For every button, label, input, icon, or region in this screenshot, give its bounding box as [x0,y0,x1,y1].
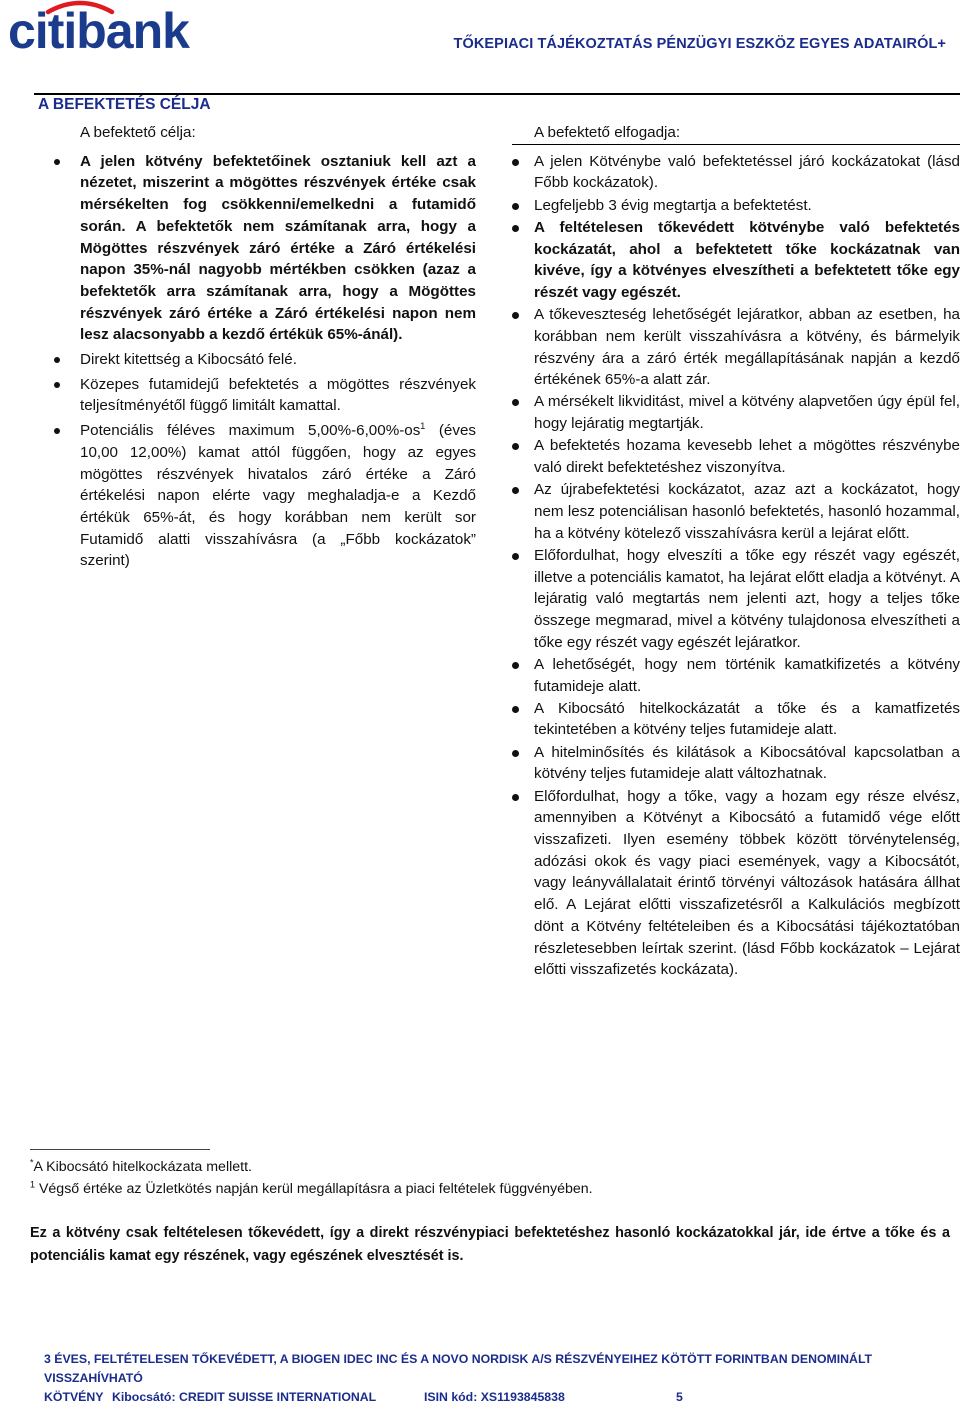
footnote-1 [30,1156,950,1178]
list-item [512,654,960,697]
list-item-text: A hitelminősítés és kilátások a Kibocsátóval kapcsolatban a kötvény teljes futamideje alatt változhatnak. [534,743,960,783]
list-item [512,479,960,544]
page-number: 5 [676,1390,683,1404]
bullet-icon [512,203,519,210]
list-item [40,374,476,417]
list-item-text: A lehetőségét, hogy nem történik kamatkifizetés a kötvény futamideje alatt. [534,655,960,695]
list-item-text: A mérsékelt likviditást, mivel a kötvény alapvetően úgy épül fel, hogy lejáratig megtartják. [534,393,960,433]
footnote-mark: 1 [30,1179,36,1190]
list-item-text: Direkt kitettség a Kibocsátó felé. [80,351,297,369]
investor-accepts-heading: A befektető elfogadja: [534,124,681,141]
footnote-mark: * [30,1157,34,1168]
list-item-text: A befektetés hozama kevesebb lehet a mögöttes részvénybe való direkt befektetéshez viszonyítva. [534,437,960,477]
footnote-text: Végső értéke az Üzletkötés napján kerül megállapításra a piaci feltételek függvényében. [35,1181,593,1197]
list-item [40,420,476,572]
list-item-text: A tőkeveszteség lehetőségét lejáratkor, abban az esetben, ha korábban nem került visszahívásra a kötvény, és bármelyik részvény ára a záró érték megállapításának napján a kezdő értékének 65%-a alatt zár. [534,306,960,389]
list-item [512,217,960,304]
investor-goal-column [40,119,476,575]
list-item [512,304,960,391]
list-item-text: Előfordulhat, hogy elveszíti a tőke egy részét vagy egészét, illetve a potenciális kamatot, ha lejárat előtt eladja a kötvényt. A lejáratig való megtartás nem jelenti azt, hogy a teljes tőke összege megmarad, mivel a kötvény tulajdonosa elveszítheti a tőke egy részét vagy egészét lejáratkor. [534,546,960,651]
list-item-text: Legfeljebb 3 évig megtartja a befektetést. [534,196,812,214]
risk-disclaimer: Ez a kötvény csak feltételesen tőkevédett, így a direkt részvénypiaci befektetéshez hasonló kockázatokkal jár, ide értve a tőke és a potenciális kamat egy részének, vagy egészének elvesztését is. [30,1225,950,1264]
list-item [512,742,960,785]
bullet-icon [512,312,519,319]
bullet-icon [512,225,519,232]
section-title: A BEFEKTETÉS CÉLJA [38,96,211,113]
footnote-2 [30,1178,950,1200]
list-item [512,391,960,434]
list-item-text: A Kibocsátó hitelkockázatát a tőke és a kamatfizetés tekintetében a kötvény teljes futamideje alatt. [534,699,960,739]
investor-accepts-list [512,151,960,981]
list-item-text: Előfordulhat, hogy a tőke, vagy a hozam egy része elvész, amennyiben a Kötvényt a Kibocsátó a futamidő vége előtt visszafizeti. Ilyen esemény többek között törvénytelenség, adózási okok és vagy piaci események, vagy a Kibocsátót, vagy leányvállalatait érintő törvényi változások hatására állhat elő. A Lejárat előtti visszafizetésről a Kalkulációs megbízott dönt a Kötvény feltételeiben és a Kibocsátási tájékoztatóban részletesebben leírtak szerint. (lásd Főbb kockázatok – Lejárat előtti visszafizetés kockázata). [534,787,960,979]
bullet-icon [512,399,519,406]
bullet-icon [512,706,519,713]
list-item [512,698,960,741]
list-item [512,435,960,478]
list-item-text: A jelen kötvény befektetőinek osztaniuk kell azt a nézetet, miszerint a mögöttes részvények értéke csak mérsékelten fog csökkenni/emelkedni a futamidő során. A befektetők nem számítanak arra, hogy a Mögöttes részvények záró értéke a Záró értékelési napon 35%-nál nagyobb mértékben csökken (azaz a befektetők arra számítanak arra, hogy a Mögöttes részvények záró értéke a Záró értékelési napon nem lesz alacsonyabb a kezdő értékük 65%-ánál). [80,152,476,344]
citibank-logo [8,0,218,58]
footer-issuer: Kibocsátó: CREDIT SUISSE INTERNATIONAL [112,1390,377,1404]
page-footer [44,1350,944,1407]
list-item [512,195,960,217]
list-item [512,151,960,194]
list-item [512,786,960,981]
list-item [40,349,476,371]
footer-isin: ISIN kód: XS1193845838 [424,1390,565,1404]
footer-product-line: 3 ÉVES, FELTÉTELESEN TŐKEVÉDETT, A BIOGEN IDEC INC ÉS A NOVO NORDISK A/S RÉSZVÉNYEIHEZ KÖTÖTT FORINTBAN DENOMINÁLT VISSZAHÍVHATÓ [44,1352,873,1385]
bullet-icon [54,428,60,434]
document-header-title: TŐKEPIACI TÁJÉKOZTATÁS PÉNZÜGYI ESZKÖZ EGYES ADATAIRÓL+ [453,36,946,52]
list-item-text: (éves 10,00 12,00%) kamat attól függően, hogy az egyes mögöttes részvények hivatalos záró értéke a Záró értékelési napon elérte vagy meghaladja-e a Kezdő értékük 65%-át, és hogy korábban nem került sor Futamidő alatti visszahívásra (a „Főbb kockázatok” szerint) [80,422,476,570]
footnote-rule [30,1149,210,1150]
investor-goal-heading: A befektető célja: [80,124,196,141]
bullet-icon [54,159,60,165]
list-item-text: A jelen Kötvénybe való befektetéssel járó kockázatokat (lásd Főbb kockázatok). [534,152,960,192]
footer-details [44,1388,944,1407]
bullet-icon [512,662,519,669]
list-item-text: A feltételesen tőkevédett kötvénybe való befektetés kockázatát, ahol a befektetett tőke kockázatnak van kivéve, így a kötvényes elveszítheti a befektetett tőke egy részét vagy egészét. [534,218,960,301]
list-item [40,151,476,346]
footnote-text: A Kibocsátó hitelkockázata mellett. [33,1159,252,1175]
list-item-text: Az újrabefektetési kockázatot, azaz azt a kockázatot, hogy nem lesz potenciálisan hasonló befektetés, hasonló hozammal, ha a kötvény kötelező visszahívásra kerül a lejárat előtt. [534,481,960,542]
investor-accepts-column [512,119,960,981]
citibank-logo-mark [8,0,218,58]
investor-goal-list [40,151,476,572]
footnotes [30,1156,950,1200]
bullet-icon [512,159,519,166]
bullet-icon [54,357,60,363]
footnote-ref: 1 [420,421,426,432]
list-item-text: Potenciális féléves maximum 5,00%-6,00%-os [80,422,421,440]
logo-text: citibank [8,3,189,58]
footer-kotveny: KÖTVÉNY [44,1390,104,1404]
bullet-icon [54,382,60,388]
bullet-icon [512,794,519,801]
bullet-icon [512,487,519,494]
bullet-icon [512,443,519,450]
bullet-icon [512,553,519,560]
list-item-text: Közepes futamidejű befektetés a mögöttes részvények teljesítményétől függő limitált kamattal. [80,375,476,415]
list-item [512,545,960,654]
bullet-icon [512,750,519,757]
header-rule [34,93,960,95]
